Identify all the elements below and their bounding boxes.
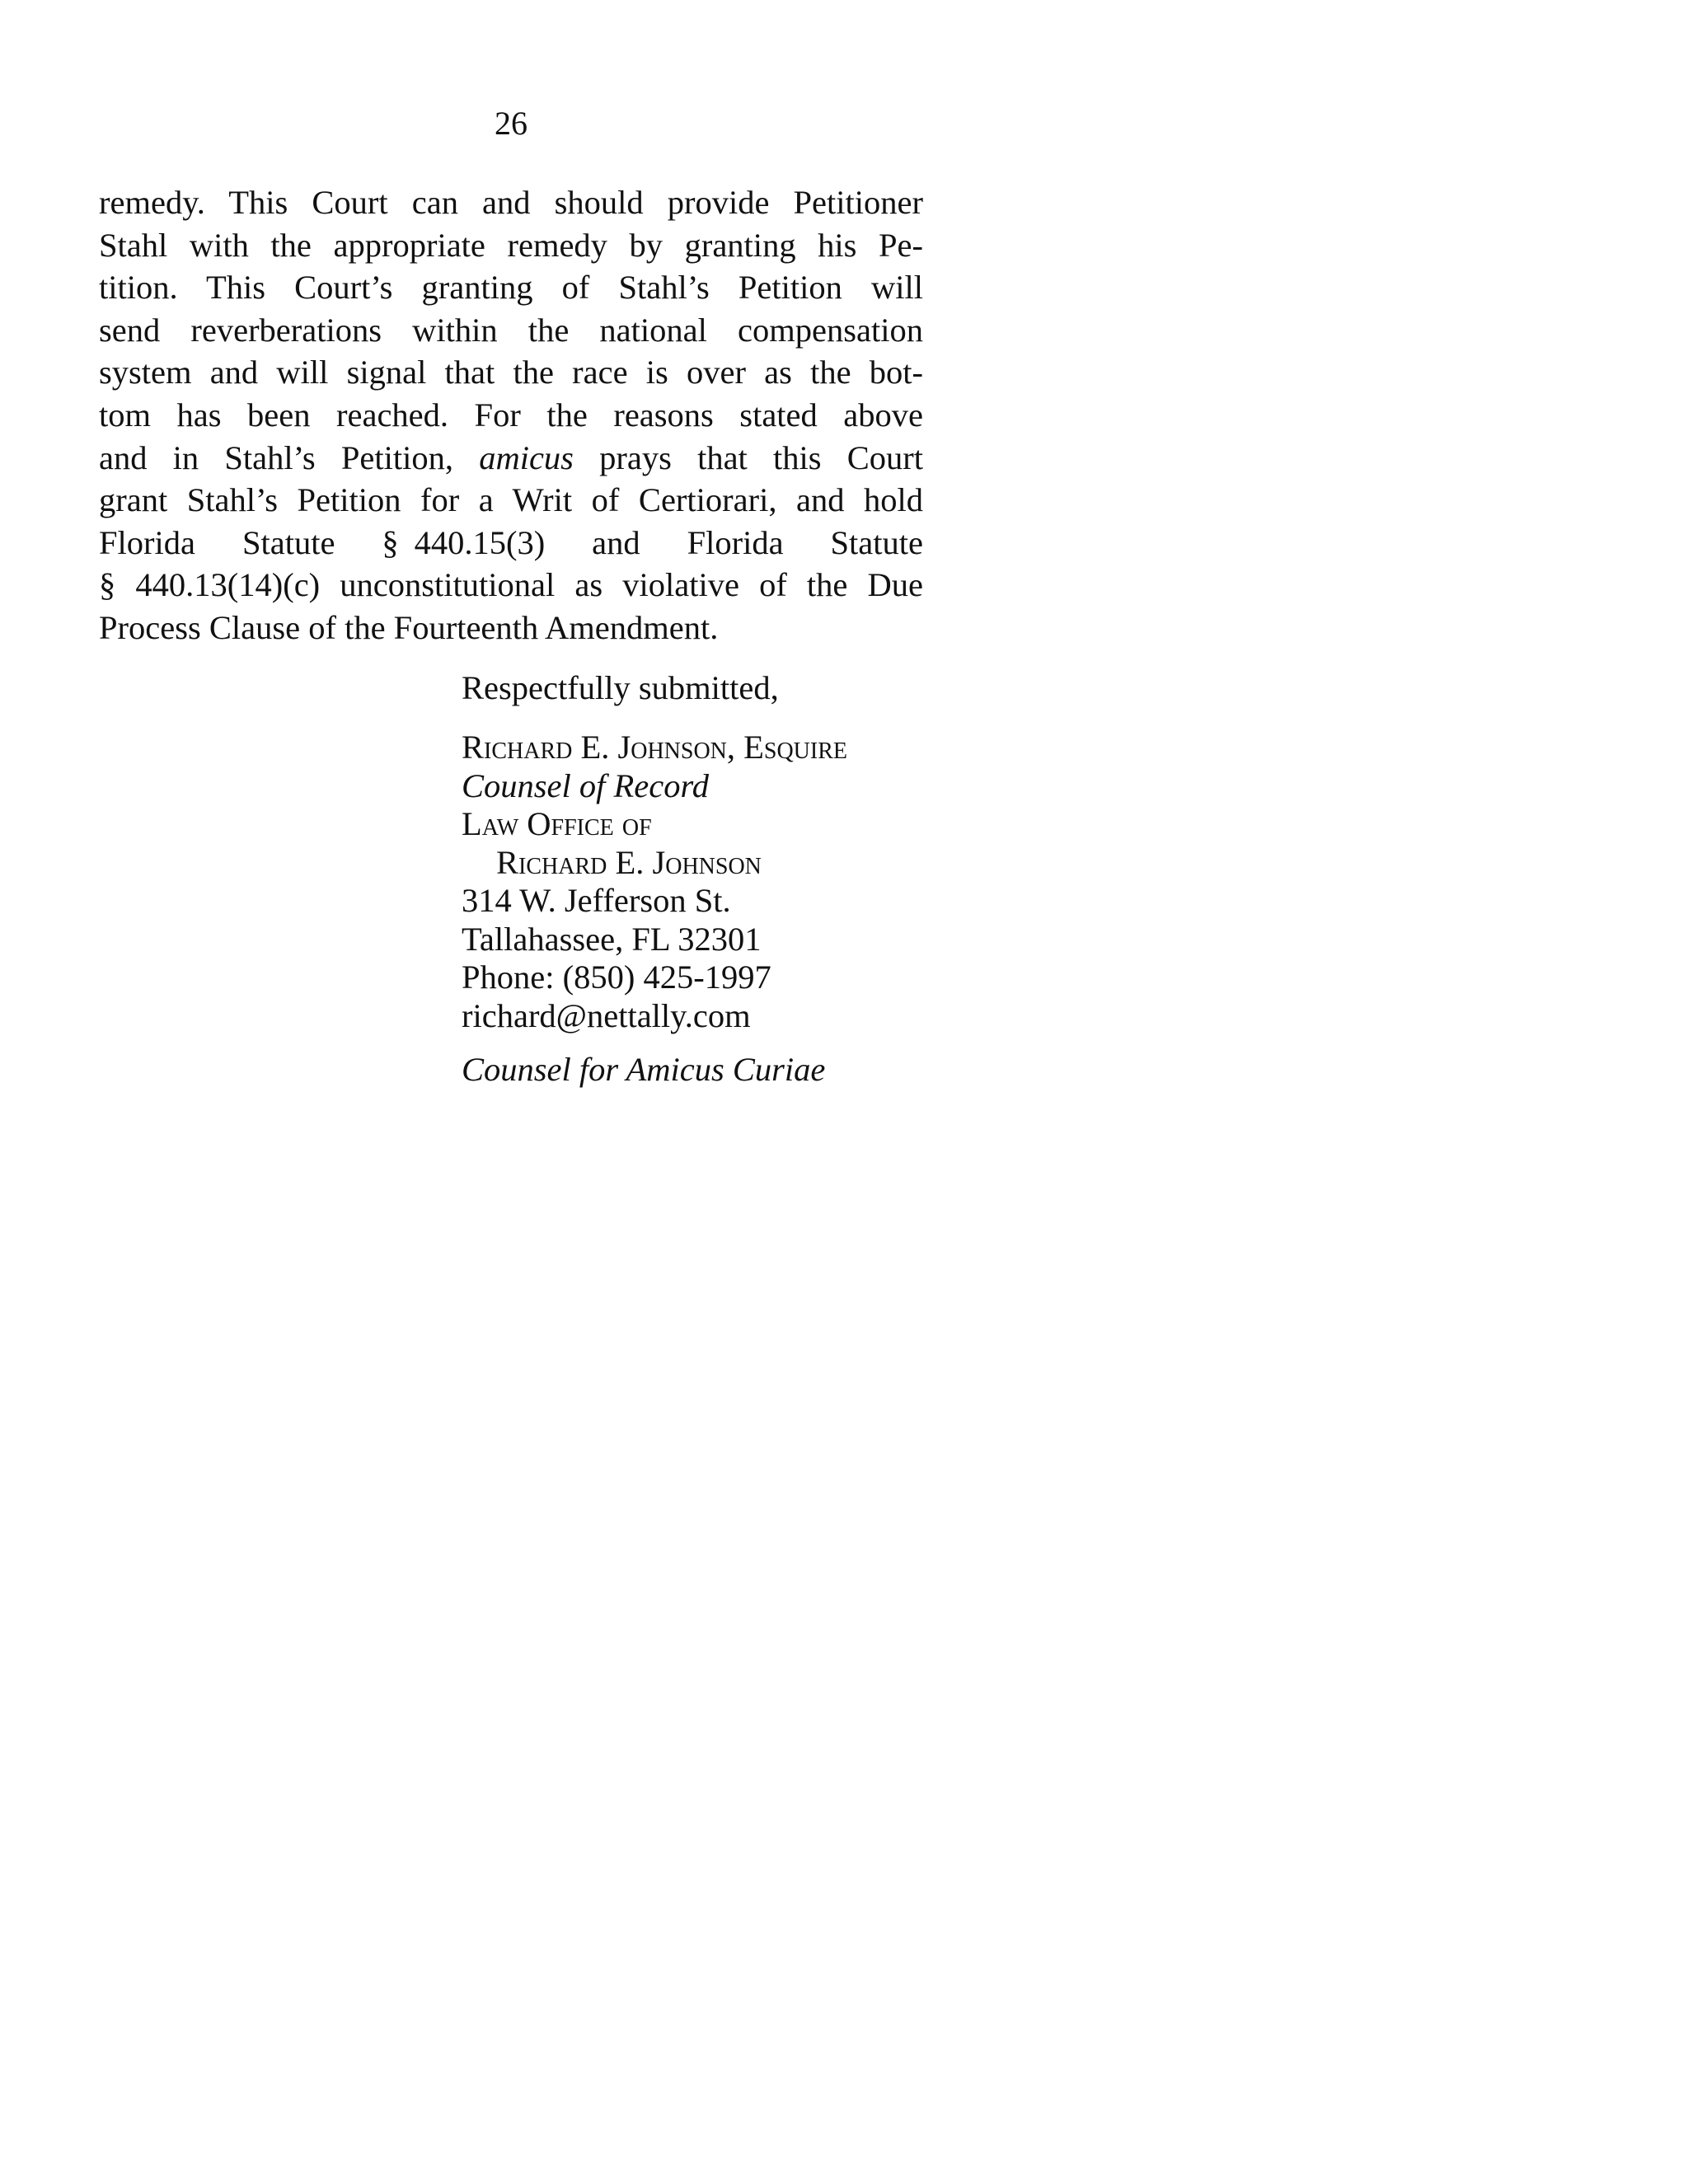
street-address: 314 W. Jefferson St.: [462, 882, 731, 919]
body-line-amicus-pre: and in Stahl’s Petition,: [99, 438, 480, 476]
body-line: send reverberations within the national compensation: [99, 311, 923, 349]
body-line: grant Stahl’s Petition for a Writ of Certiorari, and hold: [99, 481, 923, 519]
signature-block: [462, 729, 940, 1035]
phone-number: Phone: (850) 425-1997: [462, 958, 771, 996]
body-line: § 440.13(14)(c) unconstitutional as violative of the Due: [99, 566, 923, 604]
body-line: remedy. This Court can and should provide Petitioner: [99, 184, 923, 221]
body-line-statute: Florida Statute § 440.15(3) and Florida Statute: [99, 523, 923, 561]
body-paragraph: [99, 181, 923, 649]
body-line-amicus-post: prays that this Court: [573, 438, 923, 476]
email-address: richard@nettally.com: [462, 996, 751, 1034]
counsel-role: Counsel of Record: [462, 766, 709, 804]
body-line: system and will signal that the race is over as the bot-: [99, 354, 923, 391]
body-line: Stahl with the appropriate remedy by granting his Pe-: [99, 226, 923, 264]
firm-name-line2: Richard E. Johnson: [496, 843, 762, 881]
counsel-name: Richard E. Johnson, Esquire: [462, 729, 848, 766]
city-state-zip: Tallahassee, FL 32301: [462, 920, 762, 958]
body-line: Process Clause of the Fourteenth Amendment.: [99, 608, 719, 646]
signature-greeting: Respectfully submitted,: [462, 669, 779, 706]
body-line: tom has been reached. For the reasons stated above: [99, 396, 923, 434]
body-line-amicus: [99, 437, 923, 480]
counsel-for: Counsel for Amicus Curiae: [462, 1051, 826, 1088]
body-line: tition. This Court’s granting of Stahl’s Petition will: [99, 269, 923, 307]
firm-name-line1: Law Office of: [462, 805, 652, 842]
page-number: 26: [495, 105, 528, 142]
amicus-word: amicus: [479, 438, 574, 476]
